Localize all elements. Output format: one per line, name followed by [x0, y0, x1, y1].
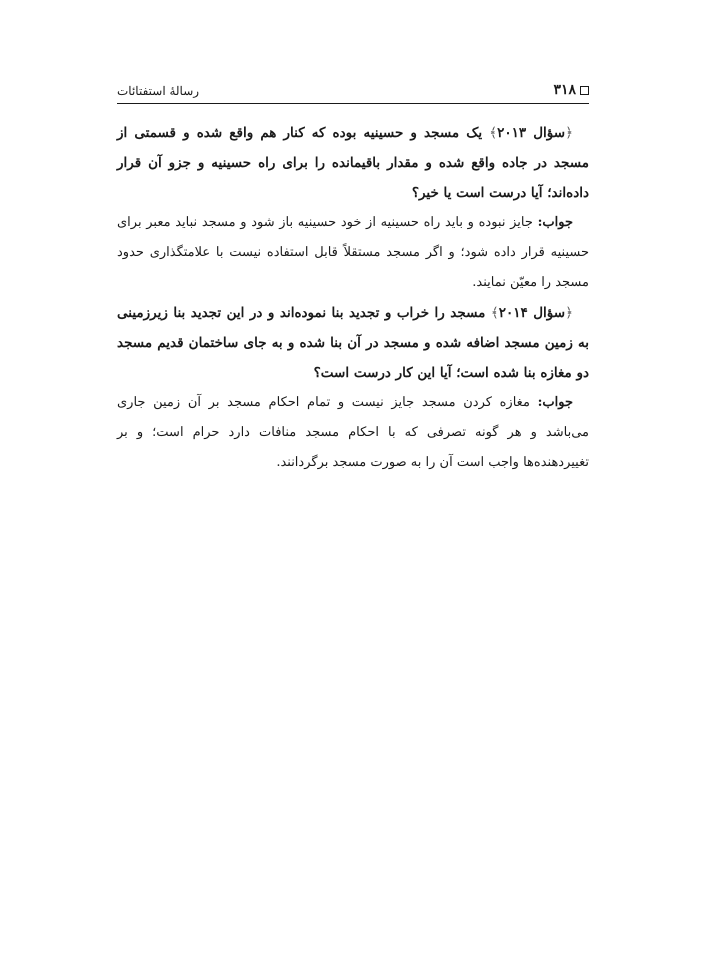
page-number [553, 82, 589, 98]
answer-text: جایز نبوده و باید راه حسینیه از خود حسینیه باز شود و مسجد نباید معبر برای حسینیه قرار داده شود؛ و اگر مسجد مستقلاً قابل استفاده نیست با علامتگذاری حدود مسجد را معیّن نمایند. [117, 215, 589, 290]
question-paragraph: ﴿سؤال ۲۰۱۴﴾ مسجد را خراب و تجدید بنا نموده‌اند و در این تجدید بنا زیرزمینی به زمین مسجد اضافه شده و مسجد در آن بنا شده و به جای ساختمان قدیم مسجد دو مغازه بنا شده است؛ آیا این کار درست است؟ [117, 305, 589, 381]
page-number-text: ۳۱۸ [553, 82, 576, 98]
running-title: رسالهٔ استفتائات [117, 84, 200, 98]
answer-text: مغازه کردن مسجد جایز نیست و تمام احکام مسجد بر آن زمین جاری می‌باشد و هر گونه تصرفی که با احکام مسجد منافات دارد حرام است؛ و بر تغییردهنده‌ها واجب است آن را به صورت مسجد برگردانند. [117, 395, 589, 470]
answer-paragraph [117, 208, 589, 298]
page-body [117, 118, 589, 478]
answer-label: جواب: [537, 215, 573, 230]
header-rule [117, 103, 589, 104]
question-text: مسجد را خراب و تجدید بنا نموده‌اند و در این تجدید بنا زیرزمینی به زمین مسجد اضافه شده و مسجد در آن بنا شده و به جای ساختمان قدیم مسجد دو مغازه بنا شده است؛ آیا این کار درست است؟ [117, 305, 589, 381]
answer-label: جواب: [537, 395, 573, 410]
answer-paragraph [117, 388, 589, 478]
question-label: سؤال ۲۰۱۴ [498, 305, 566, 321]
question-text: یک مسجد و حسینیه بوده که کنار هم واقع شده و قسمتی از مسجد در جاده واقع شده و مقدار باقیمانده را برای راه حسینیه و جزو آن قرار داده‌اند؛ آیا درست است یا خیر؟ [117, 125, 589, 201]
page-header [117, 78, 589, 98]
question-label: سؤال ۲۰۱۳ [497, 125, 566, 141]
square-bullet-icon [580, 86, 589, 95]
question-paragraph: ﴿سؤال ۲۰۱۳﴾ یک مسجد و حسینیه بوده که کنار هم واقع شده و قسمتی از مسجد در جاده واقع شده و مقدار باقیمانده را برای راه حسینیه و جزو آن قرار داده‌اند؛ آیا درست است یا خیر؟ [117, 125, 589, 201]
